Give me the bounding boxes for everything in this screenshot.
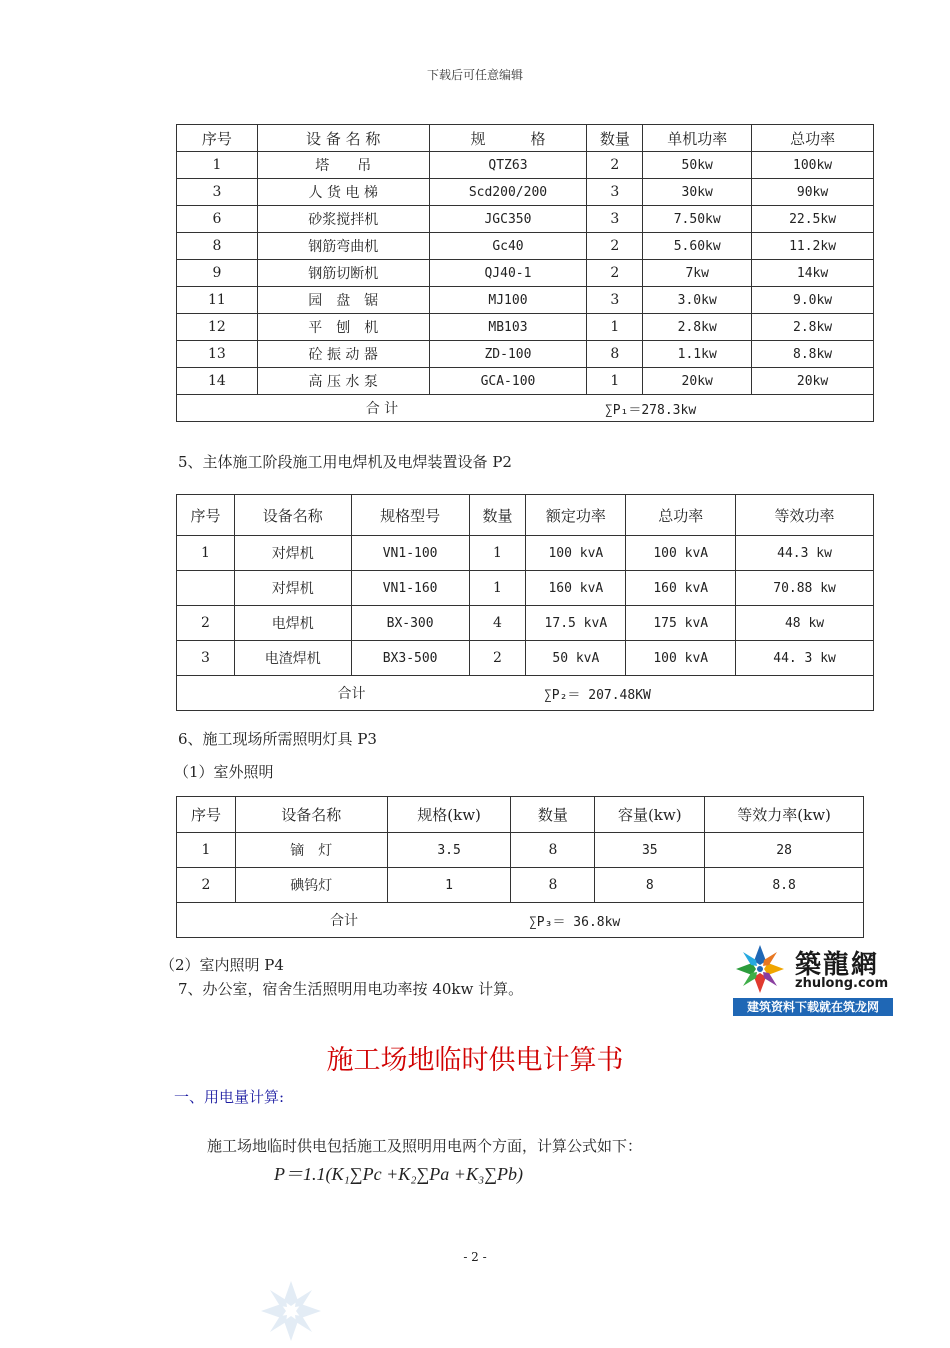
logo-domain: zhulong.com [795,976,889,991]
table-cell: 100 kvA [626,536,736,571]
table-cell: 1 [469,536,526,571]
table-total-row [177,676,874,711]
table-cell: 30kw [643,179,752,206]
table-cell: 对焊机 [234,571,351,606]
table-cell: VN1-100 [351,536,469,571]
table-row [177,641,874,676]
total-value: ∑P₂＝ 207.48KW [526,676,874,711]
logo-slogan: 建筑资料下载就在筑龙网 [733,998,893,1016]
table-cell: MB103 [429,314,587,341]
column-header: 序号 [177,797,236,833]
section-7-text: 7、办公室，宿舍生活照明用电功率按 40kw 计算。 [178,980,524,998]
table-cell: VN1-160 [351,571,469,606]
table-cell: 48 kw [736,606,874,641]
table-cell: 7kw [643,260,752,287]
table-row [177,833,864,868]
table-row [177,868,864,903]
page-number: - 2 - [463,1250,487,1264]
table-cell: 100 kvA [626,641,736,676]
total-label: 合计 [177,903,511,938]
table-cell: 镝 灯 [235,833,387,868]
table-cell: 14 [177,368,258,395]
table-cell: 7.50kw [643,206,752,233]
table-cell: MJ100 [429,287,587,314]
table-cell: JGC350 [429,206,587,233]
table-cell: 12 [177,314,258,341]
equipment-table [176,124,874,422]
table-row [177,536,874,571]
column-header: 总功率 [752,125,874,152]
table-cell: 50 kvA [526,641,626,676]
table-cell: BX-300 [351,606,469,641]
table-cell: 20kw [643,368,752,395]
table-cell: Scd200/200 [429,179,587,206]
column-header: 设 备 名 称 [257,125,429,152]
table-cell: 175 kvA [626,606,736,641]
table-row [177,287,874,314]
table-cell: 8 [511,833,595,868]
column-header: 数量 [587,125,643,152]
table-cell: 1 [177,536,235,571]
table-cell: 8 [587,341,643,368]
table-cell: GCA-100 [429,368,587,395]
table-cell: 8 [595,868,705,903]
column-header: 规格型号 [351,495,469,536]
table-cell: 1 [177,833,236,868]
table-cell: 平 刨 机 [257,314,429,341]
table-row [177,233,874,260]
table-cell: 8.8 [705,868,864,903]
column-header: 数量 [469,495,526,536]
table-cell: 3.5 [387,833,511,868]
table-row [177,206,874,233]
section-6-1-heading: （1）室外照明 [174,763,274,781]
zhulong-logo [733,938,893,1018]
table-header-row [177,125,874,152]
table-cell: 1 [587,368,643,395]
column-header: 总功率 [626,495,736,536]
table-cell: 44. 3 kw [736,641,874,676]
table-cell: 11.2kw [752,233,874,260]
table-cell: 160 kvA [626,571,736,606]
table-cell: 2 [469,641,526,676]
table-cell: 人 货 电 梯 [257,179,429,206]
power-formula: P＝1.1(K₁∑Pc +K₂∑Pa +K₃∑Pb) [274,1164,524,1184]
total-label: 合 计 [177,395,587,422]
table-cell: QTZ63 [429,152,587,179]
table-cell: 14kw [752,260,874,287]
column-header: 设备名称 [234,495,351,536]
table-cell: 2 [177,606,235,641]
page-header-note: 下载后可任意编辑 [426,68,523,82]
column-header: 额定功率 [526,495,626,536]
table-total-row [177,395,874,422]
table-cell: 2.8kw [752,314,874,341]
table-cell: 园 盘 锯 [257,287,429,314]
table-cell: 28 [705,833,864,868]
table-cell: 160 kvA [526,571,626,606]
table-cell: 22.5kw [752,206,874,233]
table-cell: 90kw [752,179,874,206]
table-cell: 35 [595,833,705,868]
section-5-heading: 5、主体施工阶段施工用电焊机及电焊装置设备 P2 [178,453,512,471]
table-cell: 电渣焊机 [234,641,351,676]
column-header: 序号 [177,125,258,152]
column-header: 规格(kw) [387,797,511,833]
table-cell: 1 [587,314,643,341]
table-cell: 8 [511,868,595,903]
table-cell: 1 [387,868,511,903]
column-header: 等效力率(kw) [705,797,864,833]
table-cell: 70.88 kw [736,571,874,606]
section-6-2-heading: （2）室内照明 P4 [160,956,284,974]
table-cell: 8 [177,233,258,260]
table-cell: 高 压 水 泵 [257,368,429,395]
table-cell: 钢筋弯曲机 [257,233,429,260]
table-cell: 3 [177,179,258,206]
snowflake-logo-icon [733,942,787,996]
table-cell: 对焊机 [234,536,351,571]
total-value: ∑P₁＝278.3kw [587,395,874,422]
table-cell: 碘钨灯 [235,868,387,903]
table-cell: Gc40 [429,233,587,260]
table-row [177,606,874,641]
table-cell: 塔 吊 [257,152,429,179]
table-cell [177,571,235,606]
table-cell: 100 kvA [526,536,626,571]
table-cell: 100kw [752,152,874,179]
column-header: 设备名称 [235,797,387,833]
table-cell: QJ40-1 [429,260,587,287]
document-title: 施工场地临时供电计算书 [326,1045,624,1076]
table-row [177,368,874,395]
table-cell: 3 [177,641,235,676]
table-cell: 9 [177,260,258,287]
table-cell: 1 [177,152,258,179]
total-label: 合计 [177,676,526,711]
table-cell: 钢筋切断机 [257,260,429,287]
table-cell: 44.3 kw [736,536,874,571]
table-cell: 11 [177,287,258,314]
column-header: 序号 [177,495,235,536]
table-cell: 8.8kw [752,341,874,368]
column-header: 数量 [511,797,595,833]
table-cell: 电焊机 [234,606,351,641]
table-row [177,341,874,368]
table-cell: 2 [177,868,236,903]
table-row [177,314,874,341]
table-header-row [177,495,874,536]
table-cell: ZD-100 [429,341,587,368]
table-row [177,260,874,287]
table-cell: 13 [177,341,258,368]
table-cell: 20kw [752,368,874,395]
column-header: 等效功率 [736,495,874,536]
table-row [177,179,874,206]
table-row [177,571,874,606]
table-cell: 6 [177,206,258,233]
table-cell: 2.8kw [643,314,752,341]
column-header: 单机功率 [643,125,752,152]
table-header-row [177,797,864,833]
table-cell: 2 [587,233,643,260]
table-cell: 2 [587,152,643,179]
lighting-table [176,796,864,938]
table-cell: 17.5 kvA [526,606,626,641]
section-6-heading: 6、施工现场所需照明灯具 P3 [178,730,377,748]
table-cell: 1 [469,571,526,606]
table-cell: 4 [469,606,526,641]
table-cell: 3 [587,179,643,206]
table-cell: 1.1kw [643,341,752,368]
column-header: 规 格 [429,125,587,152]
table-row [177,152,874,179]
table-cell: 50kw [643,152,752,179]
welding-table [176,494,874,711]
column-header: 容量(kw) [595,797,705,833]
table-cell: 3 [587,206,643,233]
table-total-row [177,903,864,938]
table-cell: 3 [587,287,643,314]
logo-chinese-name: 築龍網 [795,950,880,980]
table-cell: 砂浆搅拌机 [257,206,429,233]
table-cell: BX3-500 [351,641,469,676]
table-cell: 5.60kw [643,233,752,260]
total-value: ∑P₃＝ 36.8kw [511,903,864,938]
table-cell: 砼 振 动 器 [257,341,429,368]
table-cell: 9.0kw [752,287,874,314]
table-cell: 3.0kw [643,287,752,314]
part-1-text: 施工场地临时供电包括施工及照明用电两个方面，计算公式如下： [207,1137,643,1155]
watermark-snowflake-icon [258,1278,324,1344]
part-1-heading: 一、用电量计算: [174,1088,285,1106]
table-cell: 2 [587,260,643,287]
